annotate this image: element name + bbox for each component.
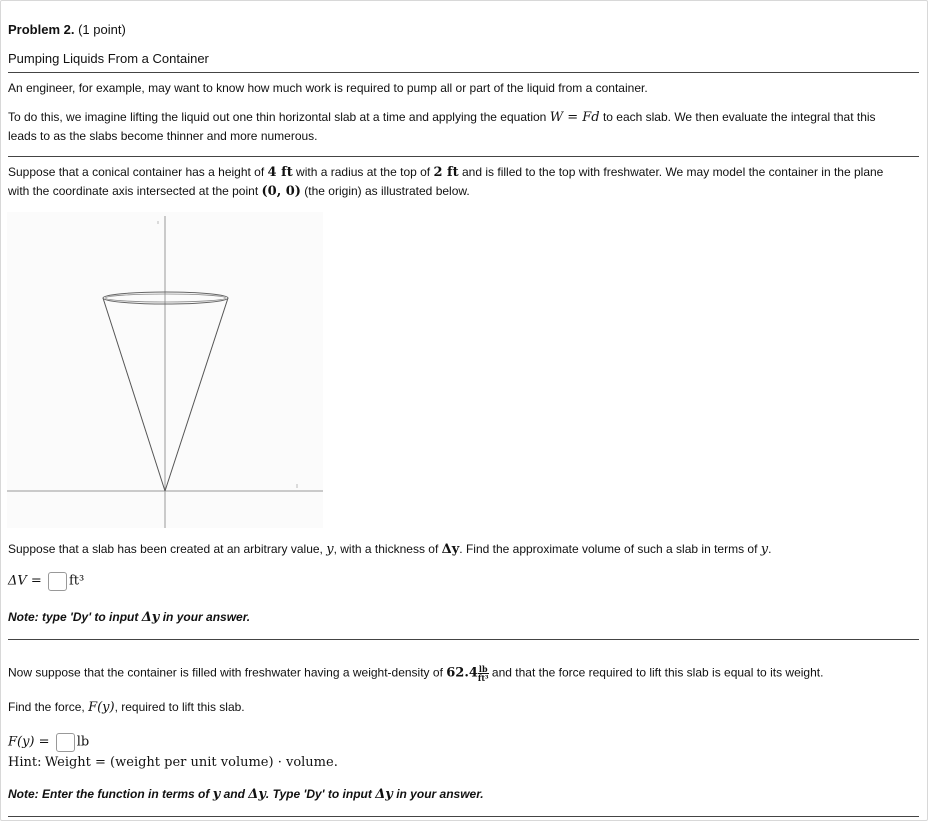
setup-text: with the coordinate axis intersected at the point xyxy=(8,184,259,198)
weight-density-value: 62.4 xyxy=(446,665,478,681)
origin-point: (0, 0) xyxy=(261,184,301,199)
problem-points: (1 point) xyxy=(78,22,126,37)
force-prompt xyxy=(8,665,823,682)
cone-left-side xyxy=(103,298,165,491)
delta-v-label: ΔV xyxy=(8,573,27,589)
var-y: y xyxy=(760,542,769,557)
force-text: Now suppose that the container is filled with freshwater having a weight-density of xyxy=(8,665,443,680)
note-volume xyxy=(8,610,250,625)
note-force xyxy=(8,787,484,802)
force-label: F(y) xyxy=(8,734,35,750)
unit-denominator: ft³ xyxy=(477,673,489,683)
force-text: and that the force required to lift this slab is equal to its weight. xyxy=(491,665,824,680)
answer-row-force xyxy=(8,733,89,752)
equals-sign: = xyxy=(34,734,54,750)
divider xyxy=(8,639,919,640)
var-y: y xyxy=(326,542,334,557)
var-y: y xyxy=(212,787,221,802)
cone-diagram xyxy=(7,212,323,528)
equation-equals: = xyxy=(563,110,583,125)
hint xyxy=(8,755,338,770)
slab-text: Suppose that a slab has been created at an arbitrary value, xyxy=(8,542,323,556)
slab-prompt xyxy=(8,542,771,557)
force-text: Find the force, xyxy=(8,700,85,714)
cone-height: 4 ft xyxy=(267,165,293,180)
delta-y: Δy xyxy=(248,787,266,802)
hint-label: Hint: xyxy=(8,755,42,770)
setup-line-1 xyxy=(8,165,883,180)
force-answer-input[interactable] xyxy=(56,733,75,752)
slab-text: . xyxy=(768,542,772,556)
problem-title xyxy=(8,22,126,37)
force-function: F(y) xyxy=(88,700,115,715)
hint-text: Weight = (weight per unit volume) · volume. xyxy=(44,755,338,770)
intro-paragraph-2 xyxy=(8,110,876,125)
divider xyxy=(8,72,919,73)
cone-figure xyxy=(7,212,323,528)
equation-w: W xyxy=(549,110,564,125)
intro-paragraph-2-cont: leads to as the slabs become thinner and more numerous. xyxy=(8,129,318,143)
note-text: in your answer. xyxy=(396,787,484,801)
cone-right-side xyxy=(165,298,228,491)
setup-text: (the origin) as illustrated below. xyxy=(304,184,470,198)
delta-y: Δy xyxy=(441,542,460,557)
divider xyxy=(8,816,919,817)
intro-text: to each slab. We then evaluate the integral that this xyxy=(602,110,876,124)
problem-number: Problem 2. xyxy=(8,22,75,37)
intro-text: To do this, we imagine lifting the liquid out one thin horizontal slab at a time and applying the equation xyxy=(8,110,547,124)
setup-line-2 xyxy=(8,184,470,199)
slab-text: . Find the approximate volume of such a slab in terms of xyxy=(459,542,758,556)
note-text: Note: Enter the function in terms of xyxy=(8,787,210,801)
delta-y: Δy xyxy=(141,610,160,625)
equals-sign: = xyxy=(26,573,46,589)
volume-answer-input[interactable] xyxy=(48,572,67,591)
equation-fd: Fd xyxy=(582,110,600,125)
weight-density-unit xyxy=(478,665,489,682)
note-text: in your answer. xyxy=(162,610,251,624)
unit-numerator: lb xyxy=(478,664,488,674)
volume-unit: ft³ xyxy=(68,573,85,589)
cone-radius: 2 ft xyxy=(433,165,459,180)
note-text: . Type 'Dy' to input xyxy=(265,787,372,801)
setup-text: with a radius at the top of xyxy=(296,165,431,179)
divider xyxy=(8,156,919,157)
note-text: and xyxy=(223,787,245,801)
setup-text: Suppose that a conical container has a height of xyxy=(8,165,265,179)
intro-paragraph-1: An engineer, for example, may want to know how much work is required to pump all or part of the liquid from a container. xyxy=(8,81,648,95)
delta-y: Δy xyxy=(375,787,393,802)
answer-row-volume xyxy=(8,572,84,591)
slab-text: , with a thickness of xyxy=(333,542,439,556)
force-unit: lb xyxy=(76,734,90,750)
setup-text: and is filled to the top with freshwater. We may model the container in the plane xyxy=(462,165,884,179)
note-text: Note: type 'Dy' to input xyxy=(8,610,139,624)
force-text: , required to lift this slab. xyxy=(114,700,245,714)
find-force xyxy=(8,700,245,715)
section-title: Pumping Liquids From a Container xyxy=(8,51,209,66)
